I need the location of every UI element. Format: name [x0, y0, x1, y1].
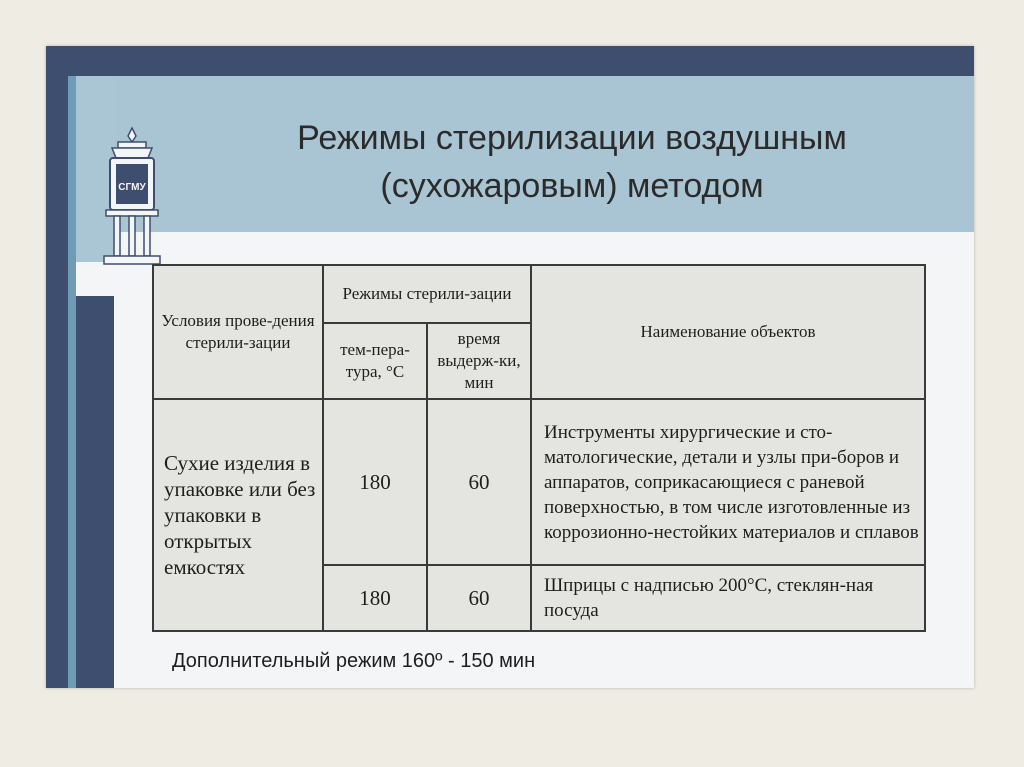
university-logo-icon	[96, 124, 168, 274]
row-1-objects: Инструменты хирургические и сто-матологические, детали и узлы при-боров и аппаратов, соприкасающиеся с раневой поверхностью, в том числе изготовленные из коррозионно-нестойких материалов и сплавов	[531, 399, 925, 565]
left-accent-stripe	[68, 76, 76, 688]
header-conditions: Условия прове-дения стерили-зации	[153, 265, 323, 399]
sterilization-table	[152, 264, 926, 632]
header-time: время выдерж-ки, мин	[427, 323, 531, 399]
row-1-time: 60	[427, 399, 531, 565]
row-2-time: 60	[427, 565, 531, 631]
logo-text: СГМУ	[118, 182, 146, 193]
footer-note: Дополнительный режим 160º - 150 мин	[172, 650, 536, 672]
row-2-temperature: 180	[323, 565, 427, 631]
slide	[46, 46, 974, 688]
left-bar	[46, 46, 68, 688]
title-line-1: Режимы стерилизации воздушным	[297, 119, 847, 157]
title-band	[114, 76, 974, 232]
title-line-2: (сухожаровым) методом	[380, 167, 764, 205]
slide-title	[182, 114, 962, 210]
condition-cell: Сухие изделия в упаковке или без упаковки в открытых емкостях	[153, 399, 323, 631]
header-modes: Режимы стерили-зации	[323, 265, 531, 323]
top-bar	[46, 46, 974, 76]
sterilization-table-image	[152, 264, 926, 631]
row-1-temperature: 180	[323, 399, 427, 565]
header-objects: Наименование объектов	[531, 265, 925, 399]
header-temperature: тем-пера-тура, °С	[323, 323, 427, 399]
row-2-objects: Шприцы с надписью 200°С, стеклян-ная посуда	[531, 565, 925, 631]
